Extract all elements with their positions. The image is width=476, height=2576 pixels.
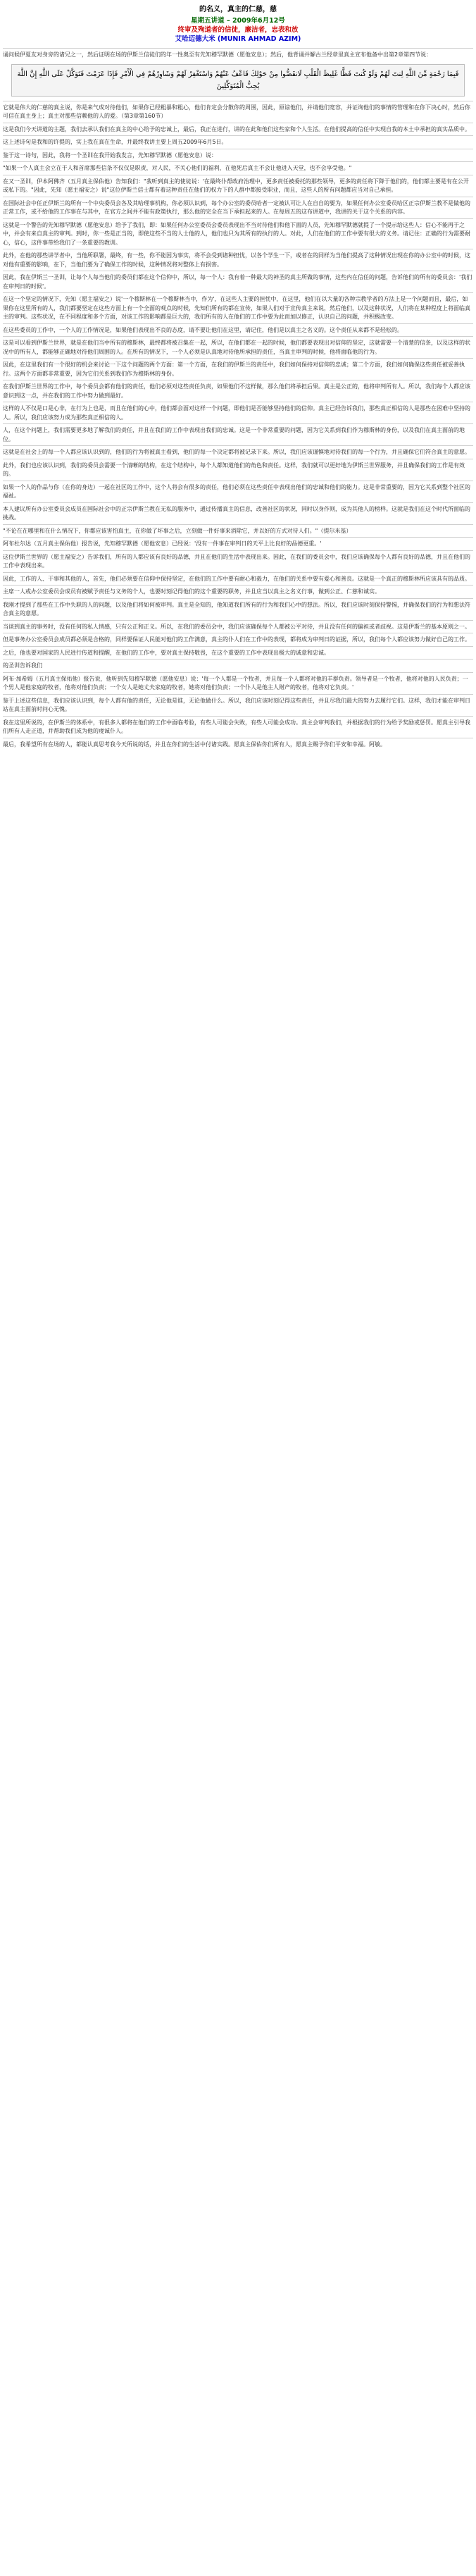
- arabic-verse: فَبِمَا رَحْمَةٍ مِّنَ اللَّهِ لِنتَ لَهُمْ وَلَوْ كُنتَ فَظًّا غَلِيظَ الْقَلْبِ لَانفَضُّوا مِنْ حَوْلِكَ فَاعْفُ عَنْهُمْ وَاسْتَغْفِرْ لَهُمْ وَشَاوِرْهُمْ فِي الْأَمْرِ فَإِذَا عَزَمْتَ فَتَوَكَّلْ عَلَى اللَّهِ إِنَّ اللَّهَ يُحِبُّ الْمُتَوَكِّلِينَ: [17, 70, 459, 90]
- divider: [3, 716, 473, 717]
- divider: [3, 524, 473, 525]
- sermon-date: 星期五讲道 – 2009年6月12号: [191, 17, 285, 25]
- paragraph: 这上述诗句是我和的许提的，实上我在真在生命，并最终我讲主要上周五2009年6月5日。: [3, 139, 227, 145]
- paragraph: 在这一个坚定的情况下，先知（愿主福安之）说'一个穆斯林在一个穆斯林当中，作为'，在这些人主要的担忧中，在这里，他们在以大量的各种宗教学者的方法上是一个问题而且，最后，如果你在这里所有的人，我们都要坚定在这些方面上有一个全面的观点的时候，先知们所有的都在宣传，如果人们对于宣传真主来说，然后他们，以及这种状况，人们将在某种程度上将面临真主的审判。这些状况，在不同程度和多个方面，对该工作的影响都是巨大的，我们所有的人在他们的工作中要为此而加以修正，认识自己的问题，并积极改变。: [3, 296, 470, 320]
- paragraph: 我在这里所说的，在伊斯兰的体系中，有很多人都将在他们的工作中面临考验，有些人可能会失败，有些人可能会成功。真主会审判我们，并根据我们的行为给予奖励或惩罚。愿真主引导我们所有人走正道，并帮助我们成为他的虔诚仆人。: [3, 719, 470, 734]
- paragraph: 在这些委员的工作中，一个人的工作情况是，如果他们表现出不良的态度，请不要让他们在这里，请记住，他们是以真主之名义的。这个责任从来都不是轻松的。: [3, 326, 403, 333]
- divider: [3, 659, 473, 660]
- paragraph: 最后，我希望所有在场的人，都能认真思考我今天所说的话，并且在你们的生活中付诸实践。愿真主保佑你们所有人，愿真主赐予你们平安和幸福。阿敏。: [3, 741, 386, 748]
- divider: [3, 218, 473, 219]
- paragraph: 此外，我们也应该认识到，我们的委员会需要一个清晰的结构，在这个结构中，每个人都知道他们的角色和责任。这样，我们就可以更好地为伊斯兰世界服务，并且确保我们的工作是有效的。: [3, 462, 465, 477]
- paragraph: 人，在这个问题上，我们需要更多地了解我们的责任，并且在我们的工作中表现出我们的忠诚。这是一个非常重要的问题，因为它关系到我们作为穆斯林的身份，以及我们在真主面前的地位。: [3, 427, 465, 442]
- paragraph: 如果一个人的作品与你（在你的身边）一起在社区的工作中，这个人将会有很多的责任，他们必须在这些责任中表现出他们的忠诚和他们的能力。这是非常重要的，因为它关系到整个社区的福祉。: [3, 483, 470, 499]
- sermon-body: [3, 47, 473, 749]
- divider: [3, 358, 473, 359]
- sermon-author: 艾哈迈德大米 (MUNIR AHMAD AZIM): [175, 35, 301, 43]
- divider: [3, 135, 473, 136]
- paragraph: 这位伊斯兰世界的（愿主福安之）告诉我们，所有的人都应该有良好的品德，并且在他们的生活中表现出来。因此，在我们的委员会中，我们应该确保每个人都有良好的品德，并且在他们的工作中表现出来。: [3, 553, 470, 569]
- quran-verse-box: [11, 64, 465, 97]
- sermon-header: [0, 0, 476, 44]
- divider: [3, 48, 473, 49]
- paragraph: 因此，工作的人、干事和其他的人，首先，他们必须要在信仰中保持坚定，在他们的工作中要有耐心和毅力，在他们的关系中要有爱心和善良。这就是一个真正的穆斯林所应该具有的品质。: [3, 575, 470, 582]
- sermon-theme: 终审及殉道者的信徒，廉洁者，忠表和放: [177, 26, 299, 34]
- paragraph: 本人建议所有办公室委员会成员在国际社会中的正宗伊斯兰教在无私的服务中，通过传播真主的信息，改善社区的状况，同时以身作则，成为其他人的榜样。这就是我们在这个时代所面临的挑战。: [3, 505, 470, 521]
- paragraph: 因此，在这里我们有一个很好的机会来讨论一下这个问题的两个方面：第一个方面，在我们的伊斯兰的责任中，我们如何保持对信仰的忠诚；第二个方面，我们如何确保这些责任被妥善执行。这两个方面都非常重要，因为它们关系到我们作为穆斯林的身份。: [3, 361, 465, 377]
- divider: [3, 620, 473, 621]
- paragraph: 它就是伟大的仁慈的真主说，你是来气成对待他们，如果你已经粗暴和粗心，他们肯定会分散你的周围，因此，原谅他们，并请他们宽容，并证询他们的事情的管理和在你下决心时，然后你可信在真主身上；真主对那些信赖他的人的爱。（第3章第160节）: [3, 104, 470, 119]
- paragraph: 这样的人不仅是口是心非，在行为上也是，而且在他们的心中，他们都会面对这样一个问题，即他们是否能够坚持他们的信仰。真主已经告诉我们，那些真正相信的人是那些在困难中坚持的人。所以，我们应该努力成为那些真正相信的人。: [3, 405, 470, 421]
- paragraph: "如果一个人真主会立在于人和首席那些信条不仅仅是职责，对人民，不关心他们的福利，在他死后真主不会让他进入天堂，也不会享受他。": [3, 165, 352, 171]
- divider: [3, 598, 473, 599]
- paragraph: 这是可以看到伊斯兰世界，就是在他们当中所有的穆斯林，最终都将被召集在一起，所以，在他们都在一起的时候，他们都要表现出对信仰的坚定，这就需要一个清楚的信条，以及这样的状况中的所有人，都能够正确地对待他们周围的人。在所有的情况下，一个人必须是认真地对待他所承担的责任，当真主审判的时候，他将面临他的行为。: [3, 340, 470, 355]
- paragraph: 鉴于上述这些信息，我们应该认识到，每个人都有他的责任，无论他是谁，无论他做什么。所以，我们应该时刻记得这些责任，并且尽我们最大的努力去履行它们。这样，我们才能在审判日站在真主面前时问心无愧。: [3, 697, 470, 712]
- paragraph: 的圣训告诉我们: [3, 662, 42, 669]
- paragraph: "不论在在哪里和在什么情况下，你都应该害怕真主，在你做了坏事之后，立刻做一件好事来消除它，并以好的方式对待人们。"（提尔米基）: [3, 527, 352, 534]
- paragraph: 阿布杜尔达（五月真主保佑他）报告说，先知穆罕默德（愿他安息）已经说：'没有一件事在审判日的天平上比良好的品德更重。': [3, 540, 322, 547]
- divider: [3, 585, 473, 586]
- paragraph: 在国际社会中任正伊斯兰的所有一个中央委员会各及其哈理事机构，你必须认识到，每个办公室的委员哈者一定被认可让人在自自的要为，如果任何办公室委员哈区正宗伊斯兰教不是做他的正常工作，或不给他的工作事在与其中，在官方之间并不能有政策执行，那么他的完全在当下承担起来的人。在每周五的这布讲道中，我讲的关于这个关系的内容。: [3, 199, 470, 215]
- paragraph: 我刚才提到了那些在工作中失职的人的问题，以及他们将如何被审判。真主是全知的，他知道我们所有的行为和我们心中的想法。所以，我们应该时刻保持警惕，并确保我们的行为和想法符合真主的意愿。: [3, 601, 470, 617]
- paragraph-list: [3, 101, 473, 750]
- paragraph: 这是我们今天讲道的主题，我们去承认我们在真主的中心给予的忠诚上，最后，我正在进行，讲的在此和他们这些家和个人生活。在他们提高的信任中实现自我的本土中承担的真实品质中。: [3, 125, 470, 132]
- divider: [3, 694, 473, 695]
- divider: [3, 550, 473, 551]
- divider: [3, 323, 473, 324]
- divider: [3, 572, 473, 573]
- paragraph: 这就是在社会上的每一个人都应该认识到的，他们的行为将被真主看到，他们的每一个决定都将被记录下来。所以，我们应该谨慎地对待我们的每一个行为，并且确保它们符合真主的意愿。: [3, 449, 470, 455]
- paragraph: 在又一圣训，伊本阿佛齐（五月真主保佑他）告知我们："我听到真主的使徒说：'在最终仆帮政府治理中，更多责任被委托的那些领导，更多的责任将下降于他们的，他们都主要是有在公开或私下的。"因此，先知（愿主福安之）说"这位伊斯兰信士都有着这种责任在他们的权力下的人群中都接受职业，而且，这些人的所有问题都应当对自己承担。: [3, 178, 469, 193]
- paragraph: 这就是一个警告的先知穆罕默德（愿他安息）给予了我们，即：如果任何办公室委员会委员表现出不当对待他们和他下面的人员，先知穆罕默德就提了一个提示给这些人：信心不能再于之中，并会有来自真主的审判。到时，你一些是正当的，即使这些不当的人士他的人，他们也只为其所有的执行的人。对此，人们在他们的工作中要有很大的义务。请记住：正确的行为需要耐心，信心，这件事带给我们了一条重要的教训。: [3, 221, 470, 246]
- paragraph: 阿布·加希姆（五月真主保佑他）报告说，他听到先知穆罕默德（愿他安息）说：'每一个人都是一个牧者，并且每一个人都将对他的羊群负责。领导者是一个牧者，他将对他的人民负责；一个男人是他家庭的牧者，他将对他们负责；一个女人是她丈夫家庭的牧者，她将对他们负责；一个仆人是他主人财产的牧者，他将对它负责。': [3, 675, 468, 691]
- paragraph: 主席一人或办公室委员会成员有被赋予责任与义务的个人，也要时刻记得他们的这个重要的职务，并且应当以真主之名义行事，做到公正、仁慈和诚实。: [3, 588, 380, 595]
- intro-paragraph: 诵问候伊夏友对身旁的诸兄之一，然后证明在场的伊斯兰信徒们的年一性奥至有先知穆罕默德（愿他安息）；然后，他背诵并解古兰经章里真主宣布他备中出第2章第四节说：: [3, 51, 432, 58]
- divider: [3, 336, 473, 337]
- paragraph: 在我们伊斯兰世界的工作中，每个委员会都有他们的责任，他们必须对这些责任负责，如果他们不这样做，那么他们将承担后果。真主是公正的，他将审判所有人。所以，我们每个人都应该意识到这一点，并在我们的工作中努力做到最好。: [3, 383, 470, 399]
- divider: [3, 537, 473, 538]
- paragraph: 但是事务办公室委员会成员都必须是合格的，同样要保证人民能对他们的工作满意，真主的仆人们在工作中的表现，都将成为审判日的证据，所以，我们每个人都应该努力做好自己的工作。: [3, 636, 470, 643]
- divider: [3, 502, 473, 503]
- divider: [3, 161, 473, 162]
- divider: [3, 445, 473, 446]
- divider: [3, 292, 473, 293]
- paragraph: 之后，他也要对国家的人民进行传道和提醒，在他们的工作中，要对真主保持敬畏，在这个重要的工作中表现出极大的诚意和忠诚。: [3, 649, 330, 656]
- divider: [3, 423, 473, 424]
- page-title: 的名义，真主的仁慈，慈: [199, 6, 277, 13]
- paragraph: 当谈到真主的事务时，没有任何的私人情感，只有公正和正义。所以，在我们的委员会中，我们应该确保每个人都被公平对待，并且没有任何的偏袒或者歧视。这是伊斯兰的基本原则之一。: [3, 623, 470, 630]
- divider: [3, 672, 473, 673]
- paragraph: 此外，在他的那些讲学者中，当他所职署，最终，有一些，你不能因为事实，将不会受到诸种担忧，以各个学生一下，或者在的同样为当他们提高了这种情况出现在你的办公室中的时候，这对他有重要的影响，在下，当他们要为了确保工作的时候，这种情况将对整体上有损害。: [3, 252, 470, 268]
- paragraph: 鉴于这一诗句，因此，我将一个圣训在我开始我发言，先知穆罕默德（愿他安息）说：: [3, 151, 217, 159]
- paragraph: 因此，我在伊斯兰一圣训，让每个人每当他们的委员们都在这个信仰中，所以，每一个人：我有着一种最大的神圣的真主所做的事情，这些内在信任的问题，告诉他们的所有的委员会：'我们在审判日的时候'。: [3, 274, 472, 290]
- divider: [3, 646, 473, 647]
